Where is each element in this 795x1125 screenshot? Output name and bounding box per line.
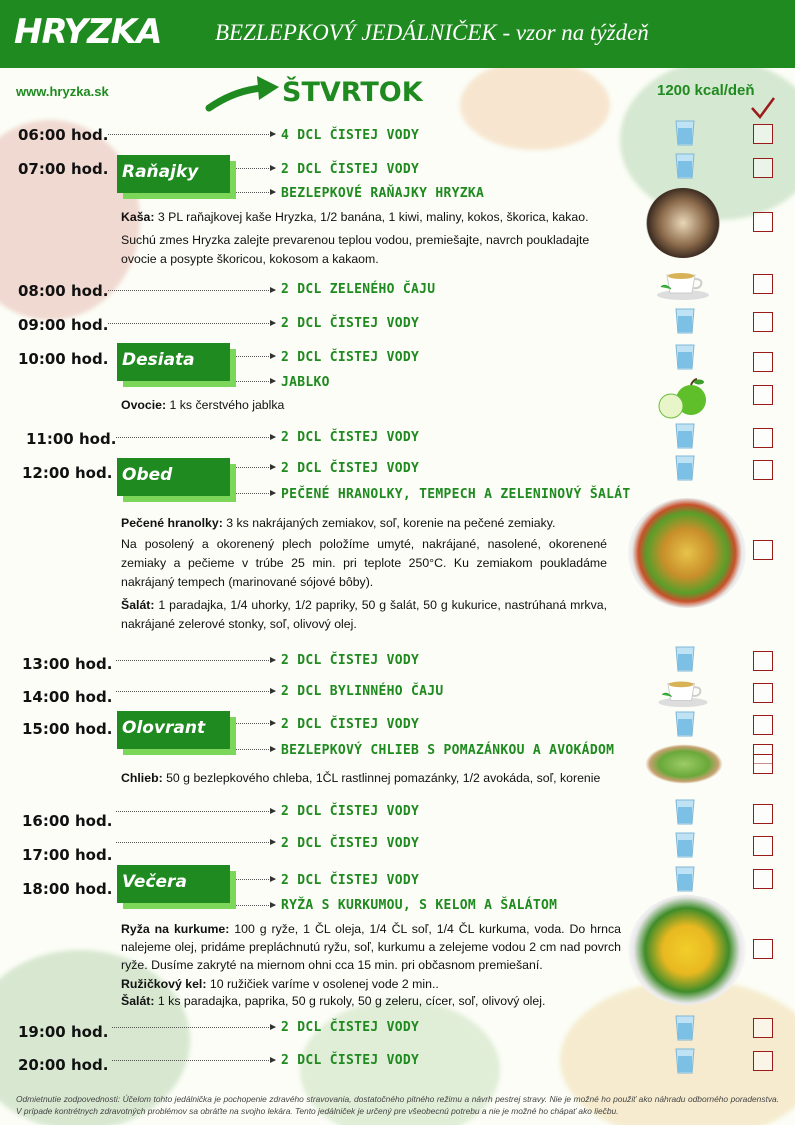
time-label: 20:00 hod. — [18, 1056, 109, 1074]
dotted-arrow — [236, 356, 275, 357]
dotted-arrow — [108, 323, 275, 324]
dotted-arrow — [236, 192, 275, 193]
dotted-arrow — [112, 1060, 275, 1061]
description-hranolky-prep: Na posolený a okorenený plech položíme umyté, nakrájané, nasolené, okorenené zemiaky a pečieme v trúbe 25 min. pri teplote 250°C. Ku zemiakom poukladáme nakrájaný tempech (marinované sójové bôby). — [121, 537, 607, 589]
dotted-arrow — [236, 493, 275, 494]
water-glass-icon — [675, 866, 695, 892]
time-label: 11:00 hod. — [26, 430, 117, 448]
avocado-bread-icon — [645, 744, 723, 784]
water-glass-icon — [675, 153, 695, 179]
meal-label: Večera — [122, 872, 187, 892]
time-label: 16:00 hod. — [22, 812, 113, 830]
item-label: 2 DCL ČISTEJ VODY — [281, 162, 420, 177]
item-label: 2 DCL ZELENÉHO ČAJU — [281, 282, 436, 297]
day-heading: ŠTVRTOK — [282, 77, 423, 108]
checkbox-icon[interactable] — [753, 836, 773, 856]
tea-cup-icon — [655, 674, 711, 708]
checkbox-icon[interactable] — [753, 158, 773, 178]
checkbox-icon[interactable] — [753, 274, 773, 294]
item-label: RYŽA S KURKUMOU, S KELOM A ŠALÁTOM — [281, 898, 558, 913]
checkbox-icon[interactable] — [753, 939, 773, 959]
dotted-arrow — [108, 290, 275, 291]
water-glass-icon — [675, 455, 695, 481]
porridge-bowl-icon — [646, 188, 720, 258]
description-chlieb: Chlieb: 50 g bezlepkového chleba, 1ČL rastlinnej pomazánky, 1/2 avokáda, soľ, korenie — [121, 771, 601, 785]
item-label: JABLKO — [281, 375, 330, 390]
time-label: 17:00 hod. — [22, 846, 113, 864]
meal-label: Raňajky — [122, 162, 199, 182]
item-label: 2 DCL ČISTEJ VODY — [281, 804, 420, 819]
time-label: 06:00 hod. — [18, 126, 109, 144]
checkbox-icon[interactable] — [753, 715, 773, 735]
website-link[interactable]: www.hryzka.sk — [16, 84, 109, 99]
calorie-target: 1200 kcal/deň — [657, 82, 755, 99]
item-label: 2 DCL ČISTEJ VODY — [281, 430, 420, 445]
water-glass-icon — [675, 832, 695, 858]
item-label: 2 DCL ČISTEJ VODY — [281, 461, 420, 476]
time-label: 10:00 hod. — [18, 350, 109, 368]
water-glass-icon — [675, 423, 695, 449]
description-kel: Ružičkový kel: 10 ružičiek varíme v osolenej vode 2 min.. — [121, 977, 439, 991]
time-label: 07:00 hod. — [18, 160, 109, 178]
checkbox-icon[interactable] — [753, 804, 773, 824]
item-label: 2 DCL ČISTEJ VODY — [281, 836, 420, 851]
checkbox-icon[interactable] — [753, 312, 773, 332]
meal-label: Olovrant — [122, 718, 206, 738]
dotted-arrow — [116, 811, 275, 812]
checkbox-icon[interactable] — [753, 352, 773, 372]
description-kasa: Kaša: 3 PL raňajkovej kaše Hryzka, 1/2 banána, 1 kiwi, maliny, kokos, škorica, kakao. — [121, 210, 589, 224]
water-glass-icon — [675, 1015, 695, 1041]
dotted-arrow — [236, 749, 275, 750]
item-label: 2 DCL ČISTEJ VODY — [281, 1053, 420, 1068]
checkbox-icon[interactable] — [753, 1051, 773, 1071]
dotted-arrow — [112, 1027, 275, 1028]
water-glass-icon — [675, 1048, 695, 1074]
description-hranolky: Pečené hranolky: 3 ks nakrájaných zemiakov, soľ, korenie na pečené zemiaky. — [121, 516, 556, 530]
water-glass-icon — [675, 646, 695, 672]
dotted-arrow — [236, 879, 275, 880]
header-bar — [0, 0, 795, 68]
dotted-arrow — [236, 723, 275, 724]
checkbox-icon[interactable] — [753, 428, 773, 448]
dotted-arrow — [116, 660, 275, 661]
description-ovocie: Ovocie: 1 ks čerstvého jablka — [121, 398, 285, 412]
page-title: BEZLEPKOVÝ JEDÁLNIČEK - vzor na týždeň — [215, 20, 649, 45]
item-label: 2 DCL ČISTEJ VODY — [281, 316, 420, 331]
time-label: 15:00 hod. — [22, 720, 113, 738]
water-glass-icon — [675, 799, 695, 825]
meal-label: Obed — [122, 465, 173, 485]
item-label: BEZLEPKOVÝ CHLIEB S POMAZÁNKOU A AVOKÁDOM — [281, 743, 615, 758]
dotted-arrow — [116, 691, 275, 692]
dotted-arrow — [116, 437, 275, 438]
checkbox-icon[interactable] — [753, 124, 773, 144]
item-label: 2 DCL ČISTEJ VODY — [281, 873, 420, 888]
water-glass-icon — [675, 120, 695, 146]
dotted-arrow — [116, 842, 275, 843]
meal-badge-breakfast — [117, 155, 230, 193]
time-label: 18:00 hod. — [22, 880, 113, 898]
item-label: 2 DCL ČISTEJ VODY — [281, 350, 420, 365]
description-ryza: Ryža na kurkume: 100 g ryže, 1 ČL oleja, 1/4 ČL soľ, 1/4 ČL kurkuma, voda. Do hrnca nalejeme olej, pridáme prepláchnutú ryžu, soľ, kurkumu a zelejeme vodou 2 cm nad povrch ryže. Dusíme zakryté na miernom ohni cca 15 min. pri občasnom premiešaní. — [121, 922, 621, 972]
water-glass-icon — [675, 344, 695, 370]
dinner-plate-icon — [628, 895, 746, 1005]
checkbox-icon[interactable] — [753, 540, 773, 560]
checkbox-icon[interactable] — [753, 869, 773, 889]
time-label: 14:00 hod. — [22, 688, 113, 706]
time-label: 13:00 hod. — [22, 655, 113, 673]
item-label: 2 DCL ČISTEJ VODY — [281, 717, 420, 732]
item-label: 2 DCL ČISTEJ VODY — [281, 1020, 420, 1035]
time-label: 09:00 hod. — [18, 316, 109, 334]
disclaimer-text: Odmietnutie zodpovednosti: Účelom tohto jedálnička je pochopenie zdravého stravovania, dostatočného pitného režimu a návrh pestrej stravy. Nie je možné ho použiť ako náhradu odborného poradenstva. V prípade kontrétnych zdravotných problémov sa obráťte na svojho lekára. Tento jedálniček je určený pre všeobecnú potrebu a nie je možné ho chápať ako liečbu. — [16, 1094, 779, 1116]
dotted-arrow — [236, 168, 275, 169]
lunch-plate-icon — [628, 498, 746, 608]
water-glass-icon — [675, 308, 695, 334]
checkbox-icon[interactable] — [753, 651, 773, 671]
arrow-icon — [205, 72, 280, 114]
item-label: PEČENÉ HRANOLKY, TEMPECH A ZELENINOVÝ ŠALÁT — [281, 487, 631, 502]
checkbox-icon[interactable] — [753, 212, 773, 232]
checkbox-icon[interactable] — [753, 385, 773, 405]
dotted-arrow — [236, 467, 275, 468]
item-label: 2 DCL BYLINNÉHO ČAJU — [281, 684, 444, 699]
dotted-arrow — [236, 381, 275, 382]
meal-badge-snack — [117, 343, 230, 381]
dotted-arrow — [108, 134, 275, 135]
time-label: 19:00 hod. — [18, 1023, 109, 1041]
checkmark-icon — [750, 96, 776, 120]
description-salat-dinner: Šalát: 1 ks paradajka, paprika, 50 g rukoly, 50 g zeleru, cícer, soľ, olivový olej. — [121, 994, 546, 1008]
checkbox-icon[interactable] — [753, 460, 773, 480]
meal-badge-afternoon — [117, 711, 230, 749]
description-kasa-prep: Suchú zmes Hryzka zalejte prevarenou teplou vodou, premiešajte, navrch poukladajte ovocie a posypte škoricou, kokosom a kakaom. — [121, 233, 590, 266]
meal-label: Desiata — [122, 350, 195, 370]
meal-badge-dinner — [117, 865, 230, 903]
item-label: 2 DCL ČISTEJ VODY — [281, 653, 420, 668]
time-label: 12:00 hod. — [22, 464, 113, 482]
item-label: BEZLEPKOVÉ RAŇAJKY HRYZKA — [281, 186, 485, 201]
description-salat: Šalát: 1 paradajka, 1/4 uhorky, 1/2 papriky, 50 g šalát, 50 g kukurice, nastrúhaná mrkva, nakrájané zelerové stonky, soľ, olivový olej. — [121, 598, 607, 631]
checkbox-icon[interactable] — [753, 1018, 773, 1038]
apple-icon — [655, 376, 709, 420]
time-label: 08:00 hod. — [18, 282, 109, 300]
water-glass-icon — [675, 711, 695, 737]
tea-cup-icon — [655, 265, 711, 301]
checkbox-icon[interactable] — [753, 754, 773, 774]
meal-badge-lunch — [117, 458, 230, 496]
brand-logo: HRYZKA — [14, 12, 162, 52]
dotted-arrow — [236, 905, 275, 906]
checkbox-icon[interactable] — [753, 683, 773, 703]
item-label: 4 DCL ČISTEJ VODY — [281, 128, 420, 143]
